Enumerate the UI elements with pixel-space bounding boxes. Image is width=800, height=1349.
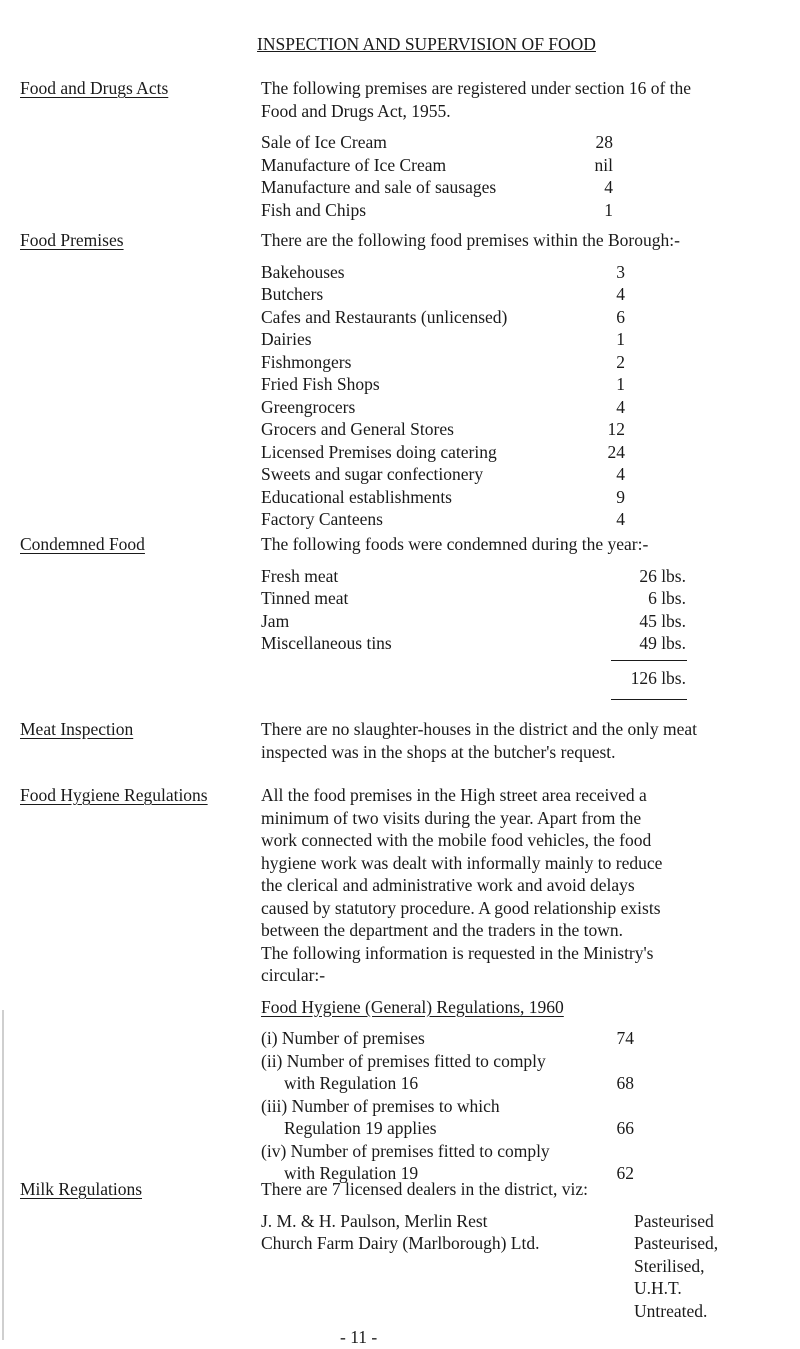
- food-premises-row-value: 4: [616, 396, 625, 417]
- hygiene-regulation-row: [261, 1050, 791, 1073]
- hygiene-regulation-row-label: (ii) Number of premises fitted to comply: [261, 1050, 546, 1071]
- section-food-premises: [261, 229, 800, 531]
- food-premises-row-value: 2: [616, 351, 625, 372]
- registered-premises-row-label: Manufacture of Ice Cream: [261, 154, 447, 175]
- hygiene-paragraph-line: the clerical and administrative work and avoid delays: [261, 875, 635, 895]
- registered-premises-row-label: Sale of Ice Cream: [261, 132, 387, 152]
- condemned-food-row-label: Jam: [261, 610, 290, 631]
- food-premises-row-value: 6: [616, 306, 625, 327]
- condemned-list: [261, 565, 781, 655]
- food-premises-row-value: 12: [607, 419, 625, 439]
- food-premises-row-label: Licensed Premises doing catering: [261, 441, 497, 462]
- food-premises-row: [261, 283, 800, 306]
- condemned-food-row: [261, 587, 781, 610]
- hygiene-paragraph-line: caused by statutory procedure. A good relationship exists: [261, 897, 661, 918]
- milk-dealer-name: J. M. & H. Paulson, Merlin Rest: [261, 1210, 488, 1231]
- hygiene-subheading: Food Hygiene (General) Regulations, 1960: [261, 996, 564, 1017]
- food-premises-row-label: Fishmongers: [261, 351, 352, 372]
- registered-premises-row: [261, 176, 781, 199]
- food-premises-row-label: Butchers: [261, 284, 324, 304]
- margin-mark: [2, 1010, 4, 1340]
- food-premises-row-value: 3: [616, 261, 625, 282]
- meat-text: There are no slaughter-houses in the district and the only meat inspected was in the shops at the butcher's request.: [261, 719, 698, 762]
- food-drugs-intro: The following premises are registered under section 16 of the Food and Drugs Act, 1955.: [261, 78, 692, 121]
- registered-premises-row: [261, 131, 781, 154]
- condemned-food-row-label: Miscellaneous tins: [261, 633, 392, 653]
- hygiene-regulation-row: [261, 1117, 791, 1140]
- milk-licence-type: Pasteurised,: [634, 1233, 719, 1253]
- food-premises-row-value: 4: [616, 284, 625, 304]
- condemned-intro: The following foods were condemned during the year:-: [261, 534, 649, 554]
- hygiene-regulations-list: [261, 1027, 791, 1185]
- registered-premises-row-value: 4: [604, 177, 613, 197]
- page-title: INSPECTION AND SUPERVISION OF FOOD: [257, 34, 596, 54]
- milk-intro: There are 7 licensed dealers in the district, viz:: [261, 1179, 589, 1199]
- hygiene-regulation-row-value: 74: [616, 1028, 634, 1048]
- food-premises-row-label: Grocers and General Stores: [261, 419, 454, 439]
- food-premises-row-value: 4: [616, 464, 625, 484]
- hygiene-paragraph-line: The following information is requested in the Ministry's: [261, 942, 654, 963]
- hygiene-regulation-row-label: Regulation 19 applies: [284, 1118, 437, 1138]
- hygiene-paragraph-line: between the department and the traders in the town.: [261, 920, 624, 940]
- food-premises-row-label: Dairies: [261, 329, 312, 349]
- condemned-food-row-value: 26 lbs.: [639, 565, 686, 586]
- food-premises-row-value: 1: [616, 329, 625, 349]
- food-premises-row: [261, 396, 800, 419]
- hygiene-regulation-row-label: (i) Number of premises: [261, 1028, 425, 1048]
- milk-licence-type: Sterilised,: [634, 1255, 705, 1276]
- food-premises-row-label: Factory Canteens: [261, 509, 383, 529]
- condemned-food-row: [261, 632, 781, 655]
- condemned-food-row-value: 45 lbs.: [639, 610, 686, 631]
- total-rule-bottom: [611, 699, 687, 700]
- hygiene-regulation-row: [261, 1140, 791, 1163]
- food-premises-row-label: Fried Fish Shops: [261, 374, 380, 394]
- condemned-food-row: [261, 610, 781, 633]
- registered-premises-row: [261, 199, 781, 222]
- registered-premises-row-label: Manufacture and sale of sausages: [261, 177, 497, 197]
- hygiene-paragraph-line: All the food premises in the High street area received a: [261, 785, 647, 805]
- food-premises-row-label: Cafes and Restaurants (unlicensed): [261, 306, 508, 327]
- food-premises-row-label: Bakehouses: [261, 261, 345, 282]
- registered-premises-row-label: Fish and Chips: [261, 199, 367, 220]
- food-premises-row: [261, 328, 800, 351]
- hygiene-regulation-row-value: 66: [616, 1118, 634, 1138]
- food-premises-row: [261, 441, 800, 464]
- food-premises-row-value: 24: [607, 441, 625, 462]
- food-premises-row: [261, 418, 800, 441]
- hygiene-regulation-row-label: (iii) Number of premises to which: [261, 1095, 500, 1116]
- condemned-food-row: [261, 565, 781, 588]
- food-premises-row: [261, 351, 800, 374]
- registered-premises-row-value: nil: [594, 154, 613, 175]
- condemned-total: 126 lbs.: [630, 668, 686, 688]
- heading-food-drugs: Food and Drugs Acts: [20, 78, 169, 98]
- food-premises-row-label: Sweets and sugar confectionery: [261, 464, 484, 484]
- condemned-food-row-value: 6 lbs.: [648, 588, 686, 608]
- condemned-food-row-label: Tinned meat: [261, 588, 349, 608]
- section-food-drugs: [261, 77, 781, 221]
- hygiene-regulation-row: [261, 1027, 791, 1050]
- heading-condemned-food: Condemned Food: [20, 534, 145, 554]
- hygiene-regulation-row-label: with Regulation 16: [284, 1073, 419, 1093]
- registered-premises-row-value: 28: [595, 132, 613, 152]
- hygiene-regulation-row: [261, 1072, 791, 1095]
- food-premises-list: [261, 261, 800, 531]
- milk-dealer-row: [261, 1210, 781, 1233]
- section-milk-regulations: [261, 1178, 781, 1322]
- hygiene-regulation-row: [261, 1095, 791, 1118]
- milk-dealers-list: [261, 1210, 781, 1323]
- milk-licence-type: U.H.T.: [634, 1278, 682, 1298]
- food-premises-row-label: Greengrocers: [261, 396, 356, 417]
- heading-food-premises: Food Premises: [20, 230, 124, 250]
- food-premises-row-value: 1: [616, 374, 625, 394]
- food-premises-row: [261, 486, 800, 509]
- milk-licence-type: Untreated.: [634, 1300, 708, 1321]
- registered-premises-row-value: 1: [604, 199, 613, 220]
- food-premises-row: [261, 373, 800, 396]
- hygiene-regulation-row-value: 68: [616, 1073, 634, 1093]
- heading-milk-regulations: Milk Regulations: [20, 1179, 143, 1199]
- condemned-food-row-label: Fresh meat: [261, 565, 339, 586]
- hygiene-regulation-row-label: (iv) Number of premises fitted to comply: [261, 1140, 550, 1161]
- heading-food-hygiene: Food Hygiene Regulations: [20, 785, 208, 805]
- milk-licence-type: Pasteurised: [634, 1210, 714, 1231]
- hygiene-paragraph-line: minimum of two visits during the year. Apart from the: [261, 807, 642, 828]
- registered-premises-row: [261, 154, 781, 177]
- milk-dealer-licences: [634, 1210, 714, 1233]
- food-premises-row-label: Educational establishments: [261, 486, 452, 507]
- milk-dealer-row: [261, 1232, 781, 1322]
- hygiene-paragraph-line: circular:-: [261, 965, 326, 985]
- section-condemned-food: [261, 533, 781, 655]
- food-premises-row: [261, 261, 800, 284]
- total-rule-top: [611, 660, 687, 661]
- food-premises-row: [261, 463, 800, 486]
- milk-dealer-licences: [634, 1232, 718, 1322]
- condemned-food-row-value: 49 lbs.: [639, 633, 686, 653]
- food-premises-row-value: 4: [616, 509, 625, 529]
- hygiene-paragraph-line: work connected with the mobile food vehicles, the food: [261, 830, 652, 850]
- food-premises-row: [261, 306, 800, 329]
- hygiene-paragraph: [261, 784, 791, 987]
- food-premises-row: [261, 508, 800, 531]
- heading-meat-inspection: Meat Inspection: [20, 719, 134, 739]
- page-number: - 11 -: [340, 1327, 378, 1347]
- hygiene-regulation-row-label: with Regulation 19: [284, 1163, 419, 1183]
- section-meat-inspection: [261, 718, 751, 763]
- food-premises-intro: There are the following food premises within the Borough:-: [261, 230, 680, 250]
- section-food-hygiene: [261, 784, 791, 1185]
- milk-dealer-name: Church Farm Dairy (Marlborough) Ltd.: [261, 1233, 540, 1253]
- food-premises-row-value: 9: [616, 486, 625, 507]
- hygiene-regulation-row-value: 62: [616, 1163, 634, 1183]
- food-drugs-list: [261, 131, 781, 221]
- hygiene-paragraph-line: hygiene work was dealt with informally mainly to reduce: [261, 852, 663, 873]
